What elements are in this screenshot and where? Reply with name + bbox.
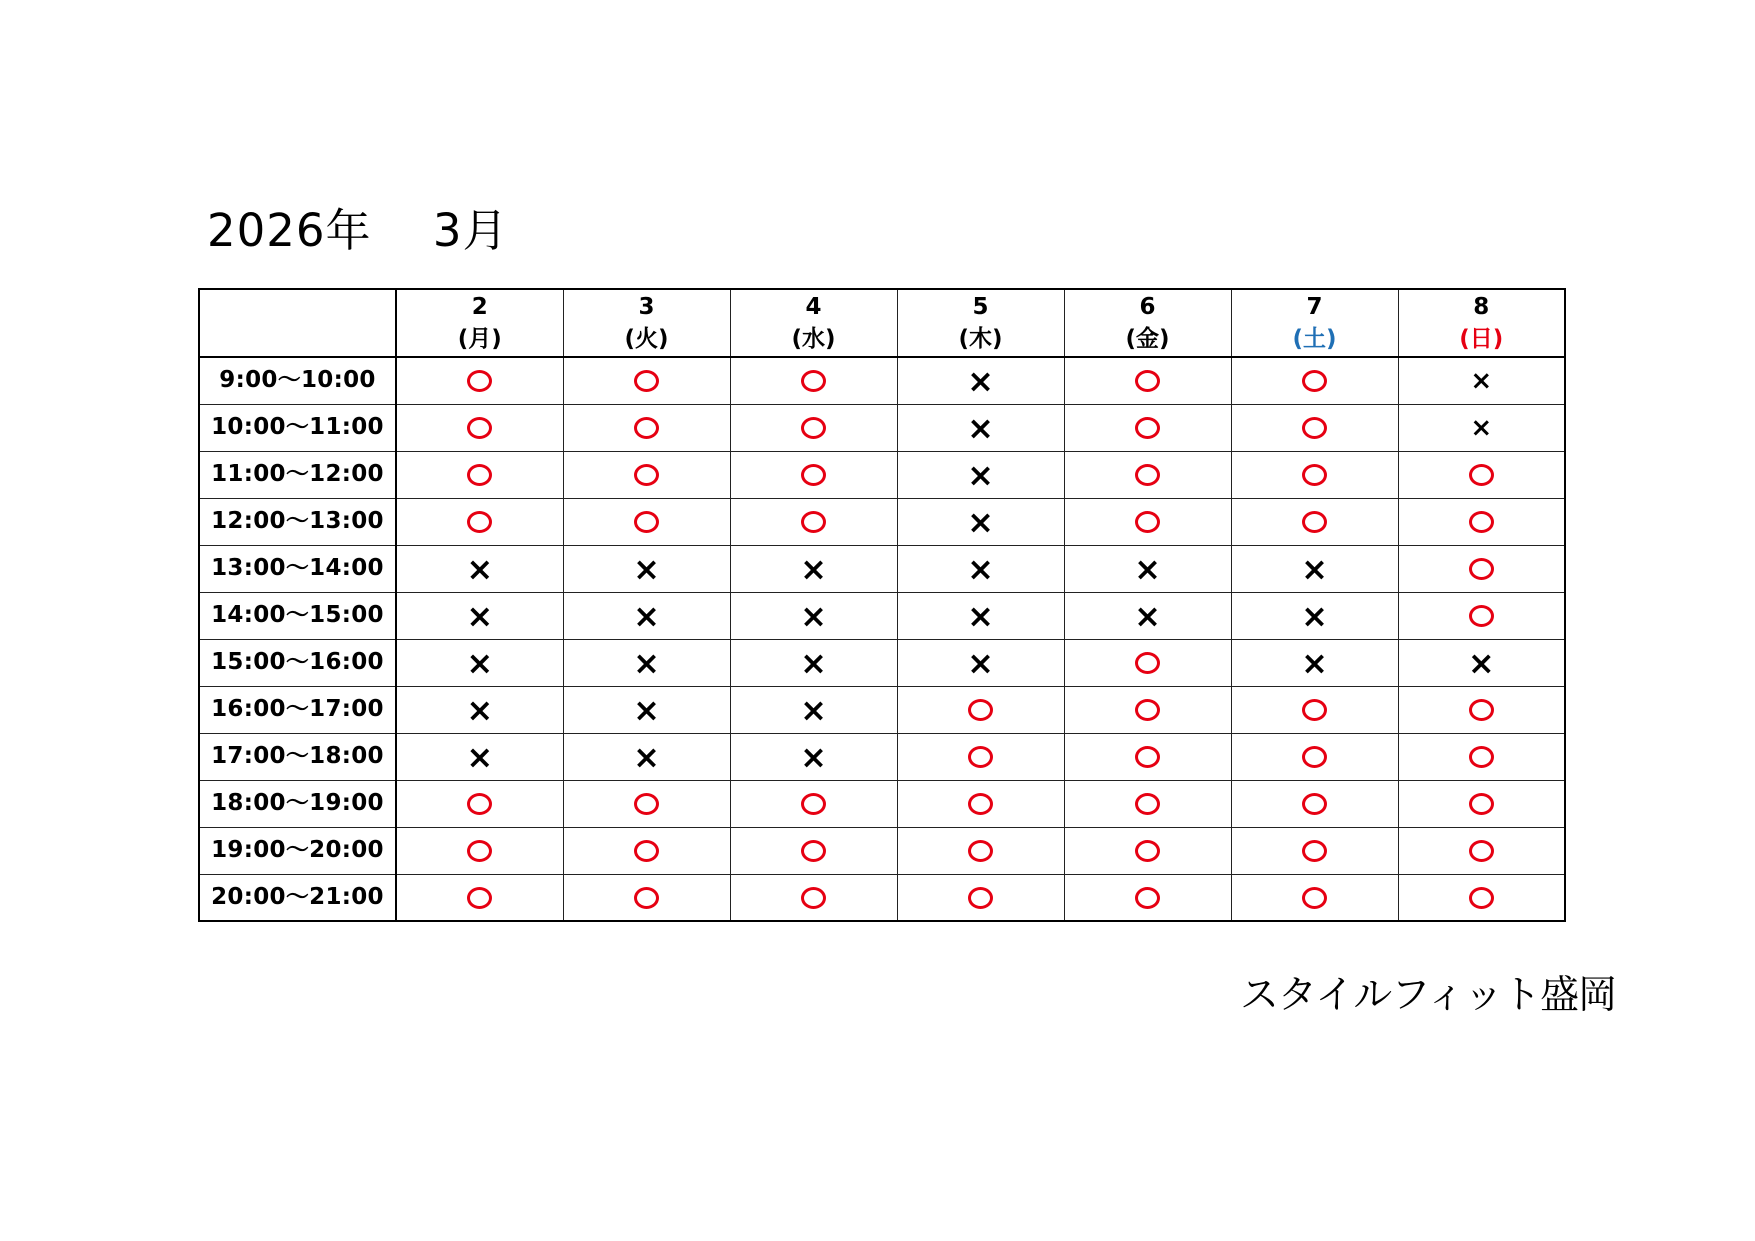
time-slot-label: 19:00～20:00 <box>199 827 396 874</box>
unavailable-mark: × <box>1134 549 1161 588</box>
slot-cell <box>1398 686 1565 733</box>
time-slot-label: 12:00～13:00 <box>199 498 396 545</box>
slot-cell <box>563 451 730 498</box>
day-of-week: (日) <box>1459 326 1504 352</box>
slot-cell <box>897 357 1064 404</box>
slot-cell <box>897 404 1064 451</box>
unavailable-mark: × <box>466 737 494 776</box>
available-mark <box>1302 793 1327 815</box>
available-mark <box>968 840 993 862</box>
slot-cell <box>1231 357 1398 404</box>
day-number: 2 <box>471 294 488 320</box>
slot-cell <box>1398 404 1565 451</box>
available-mark <box>1135 464 1160 486</box>
available-mark <box>801 464 826 486</box>
slot-cell <box>1064 780 1231 827</box>
slot-cell <box>563 827 730 874</box>
day-header-6 <box>1064 289 1231 357</box>
day-number: 4 <box>805 294 822 320</box>
unavailable-mark: × <box>1470 366 1493 397</box>
unavailable-mark: × <box>800 690 827 729</box>
slot-cell <box>396 451 563 498</box>
day-of-week: (木) <box>958 326 1003 352</box>
slot-cell <box>396 733 563 780</box>
available-mark <box>968 793 993 815</box>
table-row <box>199 357 1565 404</box>
available-mark <box>801 511 826 533</box>
slot-cell <box>1231 498 1398 545</box>
slot-cell <box>897 733 1064 780</box>
corner-cell <box>199 289 396 357</box>
slot-cell <box>897 639 1064 686</box>
slot-cell <box>730 639 897 686</box>
available-mark <box>1469 699 1494 721</box>
slot-cell <box>1064 545 1231 592</box>
available-mark <box>1135 887 1160 909</box>
slot-cell <box>897 827 1064 874</box>
unavailable-mark: × <box>967 408 994 447</box>
slot-cell <box>1064 686 1231 733</box>
available-mark <box>801 370 826 392</box>
slot-cell <box>730 357 897 404</box>
slot-cell <box>730 733 897 780</box>
slot-cell <box>1398 545 1565 592</box>
day-header-5 <box>897 289 1064 357</box>
table-row <box>199 404 1565 451</box>
slot-cell <box>1398 357 1565 404</box>
slot-cell <box>563 874 730 921</box>
day-number: 5 <box>972 294 989 320</box>
slot-cell <box>730 780 897 827</box>
available-mark <box>1469 793 1494 815</box>
unavailable-mark: × <box>967 549 994 588</box>
table-row <box>199 733 1565 780</box>
available-mark <box>1135 746 1160 768</box>
slot-cell <box>1231 592 1398 639</box>
slot-cell <box>1398 639 1565 686</box>
available-mark <box>1469 887 1494 909</box>
available-mark <box>1469 511 1494 533</box>
unavailable-mark: × <box>1301 643 1328 682</box>
available-mark <box>801 793 826 815</box>
unavailable-mark: × <box>967 361 994 400</box>
unavailable-mark: × <box>633 737 660 776</box>
available-mark <box>801 417 826 439</box>
slot-cell <box>563 686 730 733</box>
slot-cell <box>563 639 730 686</box>
table-row <box>199 451 1565 498</box>
available-mark <box>1302 746 1327 768</box>
slot-cell <box>897 498 1064 545</box>
slot-cell <box>1231 404 1398 451</box>
table-row <box>199 827 1565 874</box>
slot-cell <box>1064 357 1231 404</box>
slot-cell <box>730 498 897 545</box>
unavailable-mark: × <box>633 690 660 729</box>
available-mark <box>634 370 659 392</box>
brand-name: スタイルフィット盛岡 <box>1240 973 1617 1018</box>
slot-cell <box>1398 874 1565 921</box>
available-mark <box>1135 840 1160 862</box>
time-slot-label: 18:00～19:00 <box>199 780 396 827</box>
time-slot-label: 17:00～18:00 <box>199 733 396 780</box>
slot-cell <box>563 545 730 592</box>
available-mark <box>634 887 659 909</box>
slot-cell <box>1064 592 1231 639</box>
available-mark <box>467 511 492 533</box>
available-mark <box>801 887 826 909</box>
day-header-2 <box>396 289 563 357</box>
slot-cell <box>1398 498 1565 545</box>
unavailable-mark: × <box>1301 549 1328 588</box>
slot-cell <box>1398 733 1565 780</box>
slot-cell <box>897 874 1064 921</box>
unavailable-mark: × <box>466 643 494 682</box>
available-mark <box>467 464 492 486</box>
slot-cell <box>730 404 897 451</box>
slot-cell <box>1064 451 1231 498</box>
slot-cell <box>1064 733 1231 780</box>
unavailable-mark: × <box>633 643 660 682</box>
time-slot-label: 14:00～15:00 <box>199 592 396 639</box>
unavailable-mark: × <box>967 455 994 494</box>
available-mark <box>634 464 659 486</box>
unavailable-mark: × <box>633 596 660 635</box>
available-mark <box>801 840 826 862</box>
day-of-week: (火) <box>624 326 669 352</box>
available-mark <box>467 840 492 862</box>
available-mark <box>634 840 659 862</box>
slot-cell <box>1064 498 1231 545</box>
slot-cell <box>1231 780 1398 827</box>
available-mark <box>634 417 659 439</box>
table-row <box>199 592 1565 639</box>
slot-cell <box>897 686 1064 733</box>
slot-cell <box>730 545 897 592</box>
unavailable-mark: × <box>466 690 494 729</box>
slot-cell <box>730 592 897 639</box>
time-slot-label: 13:00～14:00 <box>199 545 396 592</box>
available-mark <box>1302 511 1327 533</box>
slot-cell <box>1064 639 1231 686</box>
slot-cell <box>730 451 897 498</box>
slot-cell <box>1231 733 1398 780</box>
slot-cell <box>1231 686 1398 733</box>
slot-cell <box>1398 780 1565 827</box>
available-mark <box>1469 746 1494 768</box>
table-row <box>199 498 1565 545</box>
unavailable-mark: × <box>633 549 660 588</box>
slot-cell <box>396 545 563 592</box>
available-mark <box>1302 840 1327 862</box>
available-mark <box>634 793 659 815</box>
day-number: 3 <box>638 294 655 320</box>
available-mark <box>1135 370 1160 392</box>
slot-cell <box>1231 827 1398 874</box>
slot-cell <box>396 404 563 451</box>
unavailable-mark: × <box>800 596 827 635</box>
slot-cell <box>396 827 563 874</box>
day-of-week: (水) <box>791 326 836 352</box>
header-row <box>199 289 1565 357</box>
available-mark <box>1302 887 1327 909</box>
slot-cell <box>1231 874 1398 921</box>
unavailable-mark: × <box>1134 596 1161 635</box>
slot-cell <box>563 357 730 404</box>
day-number: 8 <box>1473 294 1490 320</box>
day-of-week: (金) <box>1125 326 1170 352</box>
slot-cell <box>1398 451 1565 498</box>
slot-cell <box>396 780 563 827</box>
available-mark <box>968 887 993 909</box>
unavailable-mark: × <box>800 737 827 776</box>
schedule-title: 2026年 3月 <box>207 204 509 257</box>
table-row <box>199 639 1565 686</box>
unavailable-mark: × <box>466 596 494 635</box>
slot-cell <box>897 592 1064 639</box>
slot-cell <box>396 686 563 733</box>
day-of-week: (土) <box>1292 326 1337 352</box>
slot-cell <box>396 639 563 686</box>
available-mark <box>1135 793 1160 815</box>
available-mark <box>467 793 492 815</box>
available-mark <box>1469 605 1494 627</box>
available-mark <box>1469 840 1494 862</box>
slot-cell <box>1398 827 1565 874</box>
unavailable-mark: × <box>1467 643 1495 682</box>
day-header-4 <box>730 289 897 357</box>
available-mark <box>968 699 993 721</box>
slot-cell <box>897 451 1064 498</box>
slot-cell <box>730 686 897 733</box>
unavailable-mark: × <box>1301 596 1328 635</box>
slot-cell <box>730 827 897 874</box>
unavailable-mark: × <box>800 549 827 588</box>
slot-cell <box>730 874 897 921</box>
unavailable-mark: × <box>466 549 494 588</box>
time-slot-label: 15:00～16:00 <box>199 639 396 686</box>
day-number: 7 <box>1306 294 1323 320</box>
available-mark <box>1302 464 1327 486</box>
slot-cell <box>396 498 563 545</box>
day-header-8 <box>1398 289 1565 357</box>
slot-cell <box>396 874 563 921</box>
available-mark <box>1135 652 1160 674</box>
available-mark <box>467 370 492 392</box>
slot-cell <box>897 545 1064 592</box>
available-mark <box>467 887 492 909</box>
unavailable-mark: × <box>967 643 994 682</box>
available-mark <box>1135 417 1160 439</box>
availability-table <box>198 288 1566 922</box>
slot-cell <box>1064 874 1231 921</box>
unavailable-mark: × <box>967 596 994 635</box>
time-slot-label: 11:00～12:00 <box>199 451 396 498</box>
available-mark <box>1302 699 1327 721</box>
time-slot-label: 16:00～17:00 <box>199 686 396 733</box>
slot-cell <box>563 733 730 780</box>
slot-cell <box>1231 545 1398 592</box>
available-mark <box>634 511 659 533</box>
slot-cell <box>396 357 563 404</box>
time-slot-label: 20:00～21:00 <box>199 874 396 921</box>
available-mark <box>968 746 993 768</box>
slot-cell <box>1231 639 1398 686</box>
available-mark <box>1302 417 1327 439</box>
slot-cell <box>563 592 730 639</box>
slot-cell <box>1398 592 1565 639</box>
unavailable-mark: × <box>800 643 827 682</box>
day-number: 6 <box>1139 294 1156 320</box>
day-header-7 <box>1231 289 1398 357</box>
table-body <box>199 357 1565 921</box>
slot-cell <box>1064 404 1231 451</box>
table-row <box>199 686 1565 733</box>
slot-cell <box>396 592 563 639</box>
time-slot-label: 10:00～11:00 <box>199 404 396 451</box>
available-mark <box>467 417 492 439</box>
day-header-3 <box>563 289 730 357</box>
slot-cell <box>563 780 730 827</box>
slot-cell <box>1064 827 1231 874</box>
day-of-week: (月) <box>457 326 502 352</box>
table-row <box>199 780 1565 827</box>
available-mark <box>1469 558 1494 580</box>
available-mark <box>1135 511 1160 533</box>
available-mark <box>1135 699 1160 721</box>
table-row <box>199 545 1565 592</box>
slot-cell <box>563 404 730 451</box>
available-mark <box>1469 464 1494 486</box>
unavailable-mark: × <box>967 502 994 541</box>
slot-cell <box>897 780 1064 827</box>
slot-cell <box>563 498 730 545</box>
time-slot-label: 9:00～10:00 <box>199 357 396 404</box>
unavailable-mark: × <box>1470 413 1493 443</box>
table-row <box>199 874 1565 921</box>
available-mark <box>1302 370 1327 392</box>
slot-cell <box>1231 451 1398 498</box>
